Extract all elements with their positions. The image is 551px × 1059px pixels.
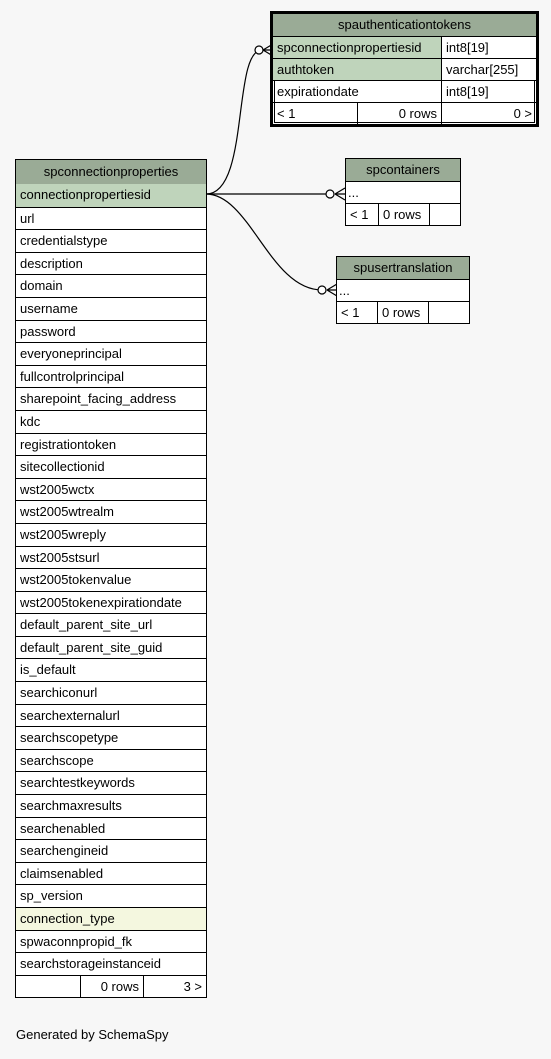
row-count: 0 rows [378,204,429,225]
column-row: domain [16,274,206,297]
table-footer [16,975,206,997]
column-row: wst2005stsurl [16,546,206,569]
children-count [429,204,460,225]
column-row: is_default [16,658,206,681]
column-row: default_parent_site_url [16,613,206,636]
column-row: username [16,297,206,320]
column-row: searchengineid [16,839,206,862]
column-row: wst2005wctx [16,478,206,501]
row-count: 0 rows [80,976,143,997]
table-header[interactable]: spusertranslation [337,257,469,279]
column-row: connectionpropertiesid [16,184,206,207]
children-count [428,302,469,323]
column-row: searchtestkeywords [16,771,206,794]
column-row: connection_type [16,907,206,930]
column-name: spconnectionpropertiesid [277,40,422,55]
link-spusertranslation [206,194,322,290]
children-count[interactable]: 3 > [143,976,206,997]
column-row: searchexternalurl [16,704,206,727]
table-spconnectionproperties[interactable] [15,159,207,998]
column-row: ... [337,279,469,301]
table-header[interactable]: spcontainers [346,159,460,181]
optional-marker-icon [326,190,334,198]
column-row: searchscopetype [16,726,206,749]
optional-marker-icon [318,286,326,294]
column-name: expirationdate [277,84,359,99]
column-row: wst2005wtrealm [16,500,206,523]
column-row: description [16,252,206,275]
column-row[interactable] [273,80,536,102]
column-type: varchar[255] [441,59,536,80]
column-row: searchmaxresults [16,794,206,817]
column-row: default_parent_site_guid [16,636,206,659]
table-header[interactable]: spauthenticationtokens [273,14,536,36]
parents-count[interactable]: < 1 [350,207,369,222]
column-row: fullcontrolprincipal [16,365,206,388]
column-row: credentialstype [16,229,206,252]
table-footer [273,102,536,124]
column-row: claimsenabled [16,862,206,885]
optional-marker-icon [255,46,263,54]
table-spauthenticationtokens[interactable] [270,11,539,127]
link-spauthenticationtokens [206,50,262,194]
column-row: searchenabled [16,817,206,840]
column-type: int8[19] [441,81,536,102]
column-row[interactable] [273,36,536,58]
table-header[interactable]: spconnectionproperties [16,160,206,184]
column-row: sharepoint_facing_address [16,387,206,410]
column-row: spwaconnpropid_fk [16,930,206,953]
column-row: password [16,320,206,343]
generated-by-label: Generated by SchemaSpy [16,1027,169,1042]
column-name: authtoken [277,62,335,77]
column-row: wst2005tokenvalue [16,568,206,591]
row-count: 0 rows [377,302,428,323]
column-row: searchiconurl [16,681,206,704]
column-row: sitecollectionid [16,455,206,478]
table-footer [337,301,469,323]
column-row: searchstorageinstanceid [16,952,206,975]
children-count[interactable]: 0 > [441,103,536,124]
column-row: wst2005wreply [16,523,206,546]
row-count: 0 rows [357,103,441,124]
table-spusertranslation[interactable] [336,256,470,324]
column-row: registrationtoken [16,433,206,456]
column-row[interactable] [273,58,536,80]
column-row: url [16,207,206,230]
table-footer [346,203,460,225]
column-row: sp_version [16,884,206,907]
parents-count[interactable]: < 1 [277,106,296,121]
column-row: searchscope [16,749,206,772]
parents-count[interactable]: < 1 [341,305,360,320]
column-row: everyoneprincipal [16,342,206,365]
column-type: int8[19] [441,37,536,58]
column-row: wst2005tokenexpirationdate [16,591,206,614]
parents-count [16,976,80,997]
table-spcontainers[interactable] [345,158,461,226]
column-row: kdc [16,410,206,433]
column-row: ... [346,181,460,203]
